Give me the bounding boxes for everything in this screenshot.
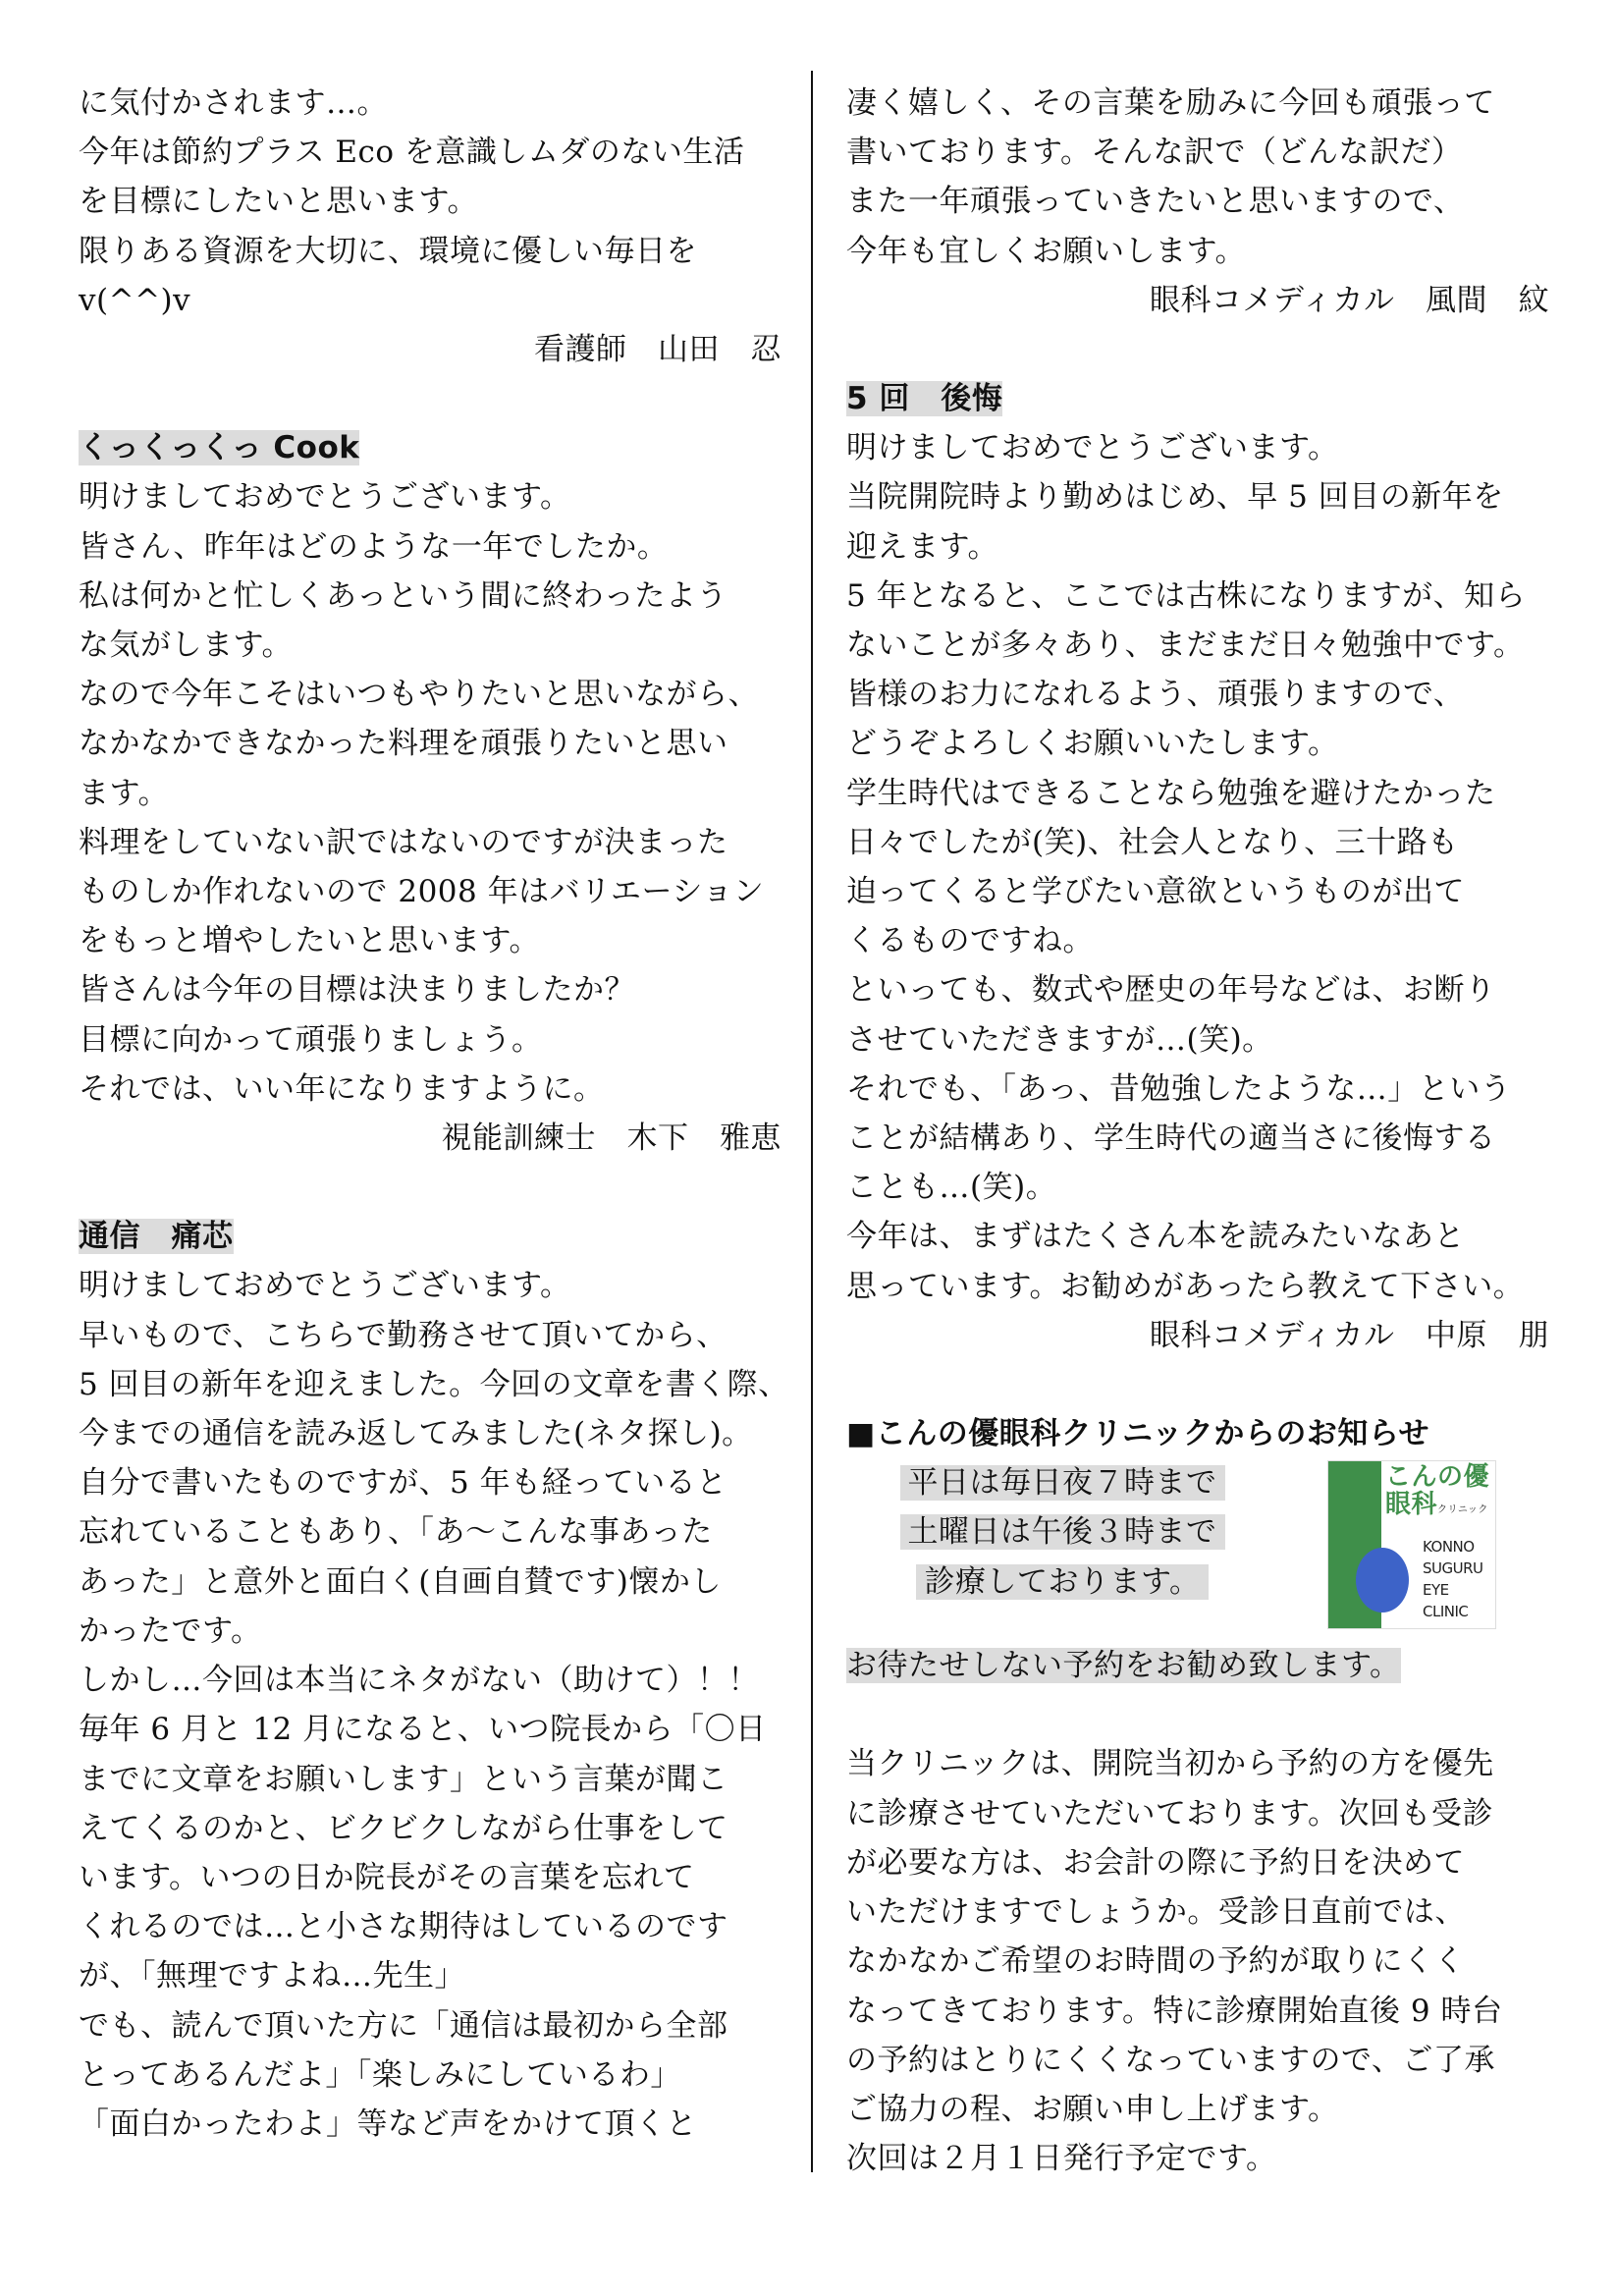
text-line: させていただきますが…(笑)。 [846, 1021, 1273, 1058]
text-line: ことも…(笑)。 [846, 1170, 1057, 1206]
text-line: えてくるのかと、ビクビクしながら仕事をして [79, 1810, 728, 1846]
text-line: 学生時代はできることなら勉強を避けたかった [846, 775, 1496, 811]
text-line: でも、読んで頂いた方に「通信は最初から全部 [79, 2007, 728, 2044]
right-column [846, 79, 1549, 2183]
notice-box [846, 1458, 1549, 1641]
text-line: 日々でしたが(笑)、社会人となり、三十路も [846, 824, 1459, 860]
logo-japanese-name [1385, 1463, 1489, 1524]
text-line: が、「無理ですよね…先生」 [79, 1958, 465, 1995]
cook-paragraph [79, 472, 781, 1114]
heading-cook-text: くっくっくっ Cook [79, 430, 360, 466]
text-line: それでは、いい年になりますように。 [79, 1070, 605, 1107]
text-line: かったです。 [79, 1613, 262, 1649]
text-line: 限りある資源を大切に、環境に優しい毎日を [79, 233, 697, 269]
text-line: 次回は２月１日発行予定です。 [846, 2141, 1277, 2177]
logo-english-name [1423, 1536, 1483, 1622]
text-line: v(^^)v [79, 282, 191, 318]
text-line: しかし…今回は本当にネタがない（助けて）！！ [79, 1663, 759, 1699]
text-line: 皆様のお力になれるよう、頑張りますので、 [846, 677, 1465, 713]
continuation-paragraph [846, 79, 1549, 276]
text-line: 5 年となると、ここでは古株になりますが、知ら [846, 577, 1527, 614]
text-line: ことが結構あり、学生時代の適当さに後悔する [846, 1121, 1496, 1157]
text-line: を目標にしたいと思います。 [79, 184, 479, 220]
heading-tsushin-text: 通信 痛芯 [79, 1219, 234, 1255]
text-line: 早いもので、こちらで勤務させて頂いてから、 [79, 1317, 727, 1353]
logo-jp-small: クリニック [1437, 1504, 1488, 1516]
text-line: とってあるんだよ」「楽しみにしているわ」 [79, 2056, 681, 2093]
text-line: 料理をしていない訳ではないのですが決まった [79, 824, 728, 860]
logo-jp-line2: 眼科 [1385, 1490, 1438, 1520]
heading-kokai-text: 5 回 後悔 [846, 381, 1003, 417]
text-line: に診療させていただいております。次回も受診 [846, 1795, 1494, 1831]
text-line: ます。 [79, 775, 170, 811]
heading-kokai [846, 374, 1549, 423]
heading-cook [79, 423, 781, 472]
logo-eye-circle-icon [1356, 1548, 1409, 1613]
text-line: くるものですね。 [846, 923, 1094, 959]
text-line: 今までの通信を読み返してみました(ネタ探し)。 [79, 1416, 753, 1452]
text-line: 迎えます。 [846, 528, 999, 565]
text-line: ご協力の程、お願い申し上げます。 [846, 2091, 1339, 2127]
text-line: までに文章をお願いします」という言葉が聞こ [79, 1761, 728, 1797]
logo-jp-line1: こんの優 [1385, 1462, 1490, 1493]
clinic-logo [1327, 1460, 1496, 1629]
text-line: 自分で書いたものですが、5 年も経っていると [79, 1465, 727, 1502]
text-line: また一年頑張っていきたいと思いますので、 [846, 184, 1465, 220]
text-line: な気がします。 [79, 628, 294, 664]
text-line: いただけますでしょうか。受診日直前では、 [846, 1894, 1466, 1931]
column-divider [811, 71, 813, 2172]
notice-body [846, 1739, 1549, 2183]
text-line: なかなかできなかった料理を頑張りたいと思い [79, 726, 728, 762]
text-line: 目標に向かって頑張りましょう。 [79, 1021, 543, 1058]
logo-en-line: EYE [1423, 1581, 1449, 1600]
clinic-hours [846, 1458, 1278, 1607]
text-line: といっても、数式や歴史の年号などは、お断り [846, 972, 1496, 1009]
text-line: あった」と意外と面白く(自画自賛です)懐かし [79, 1563, 722, 1600]
tsushin-paragraph [79, 1261, 789, 2149]
logo-en-line: CLINIC [1423, 1603, 1469, 1621]
signature-yamada: 看護師 山田 忍 [534, 332, 781, 368]
text-line: に気付かされます…。 [79, 85, 388, 121]
text-line: 皆さんは今年の目標は決まりましたか？ [79, 972, 635, 1009]
logo-en-line: KONNO [1423, 1538, 1475, 1557]
hours-saturday: 土曜日は午後３時まで [900, 1514, 1225, 1550]
text-line: 明けましておめでとうございます。 [846, 430, 1339, 466]
left-column [79, 79, 789, 2149]
text-line: 凄く嬉しく、その言葉を励みに今回も頑張って [846, 85, 1495, 121]
signature-kinoshita: 視能訓練士 木下 雅恵 [441, 1121, 781, 1157]
logo-en-line: SUGURU [1423, 1559, 1483, 1578]
signature-kazama: 眼科コメディカル 風間 紋 [1149, 282, 1549, 318]
text-line: なってきております。特に診療開始直後 9 時台 [846, 1993, 1503, 2029]
hours-weekday: 平日は毎日夜７時まで [900, 1465, 1225, 1501]
intro-paragraph [79, 79, 781, 325]
text-line: 今年も宜しくお願いします。 [846, 233, 1247, 269]
text-line: 今年は、まずはたくさん本を読みたいなあと [846, 1219, 1465, 1255]
text-line: 5 回目の新年を迎えました。今回の文章を書く際、 [79, 1366, 789, 1402]
text-line: 当クリニックは、開院当初から予約の方を優先 [846, 1746, 1494, 1782]
heading-tsushin [79, 1212, 781, 1261]
hours-note: 診療しております。 [916, 1564, 1208, 1600]
text-line: 私は何かと忙しくあっという間に終わったよう [79, 577, 727, 614]
text-line: ないことが多々あり、まだまだ日々勉強中です。 [846, 628, 1525, 664]
text-line: なかなかご希望のお時間の予約が取りにくく [846, 1943, 1465, 1980]
text-line: います。いつの日か院長がその言葉を忘れて [79, 1859, 695, 1895]
text-line: くれるのでは…と小さな期待はしているのです [79, 1909, 728, 1945]
text-line: 書いております。そんな訳で（どんな訳だ） [846, 135, 1463, 171]
text-line: の予約はとりにくくなっていますので、ご了承 [846, 2042, 1495, 2078]
text-line: それでも、「あっ、昔勉強したような…」という [846, 1070, 1512, 1107]
text-line: をもっと増やしたいと思います。 [79, 923, 541, 959]
text-line: どうぞよろしくお願いいたします。 [846, 726, 1339, 762]
text-line: 忘れていることもあり、「あ～こんな事あった [79, 1514, 713, 1551]
text-line: 当院開院時より勤めはじめ、早 5 回目の新年を [846, 479, 1504, 516]
text-line: ものしか作れないので 2008 年はバリエーション [79, 874, 765, 910]
text-line: 明けましておめでとうございます。 [79, 479, 571, 516]
text-line: 「面白かったわよ」等など声をかけて頂くと [79, 2105, 697, 2142]
text-line: 今年は節約プラス Eco を意識しムダのない生活 [79, 135, 745, 171]
kokai-paragraph [846, 423, 1549, 1311]
text-line: 皆さん、昨年はどのような一年でしたか。 [79, 528, 669, 565]
notice-title: ■こんの優眼科クリニックからのお知らせ [846, 1416, 1429, 1452]
text-line: 思っています。お勧めがあったら教えて下さい。 [846, 1268, 1525, 1304]
text-line: なので今年こそはいつもやりたいと思いながら、 [79, 677, 759, 713]
text-line: が必要な方は、お会計の際に予約日を決めて [846, 1844, 1465, 1881]
reservation-recommendation: お待たせしない予約をお勧め致します。 [846, 1648, 1401, 1684]
text-line: 毎年 6 月と 12 月になると、いつ院長から「〇日 [79, 1712, 767, 1748]
signature-nakahara: 眼科コメディカル 中原 朋 [1149, 1317, 1549, 1353]
text-line: 迫ってくると学びたい意欲というものが出て [846, 874, 1465, 910]
text-line: 明けましておめでとうございます。 [79, 1268, 571, 1304]
